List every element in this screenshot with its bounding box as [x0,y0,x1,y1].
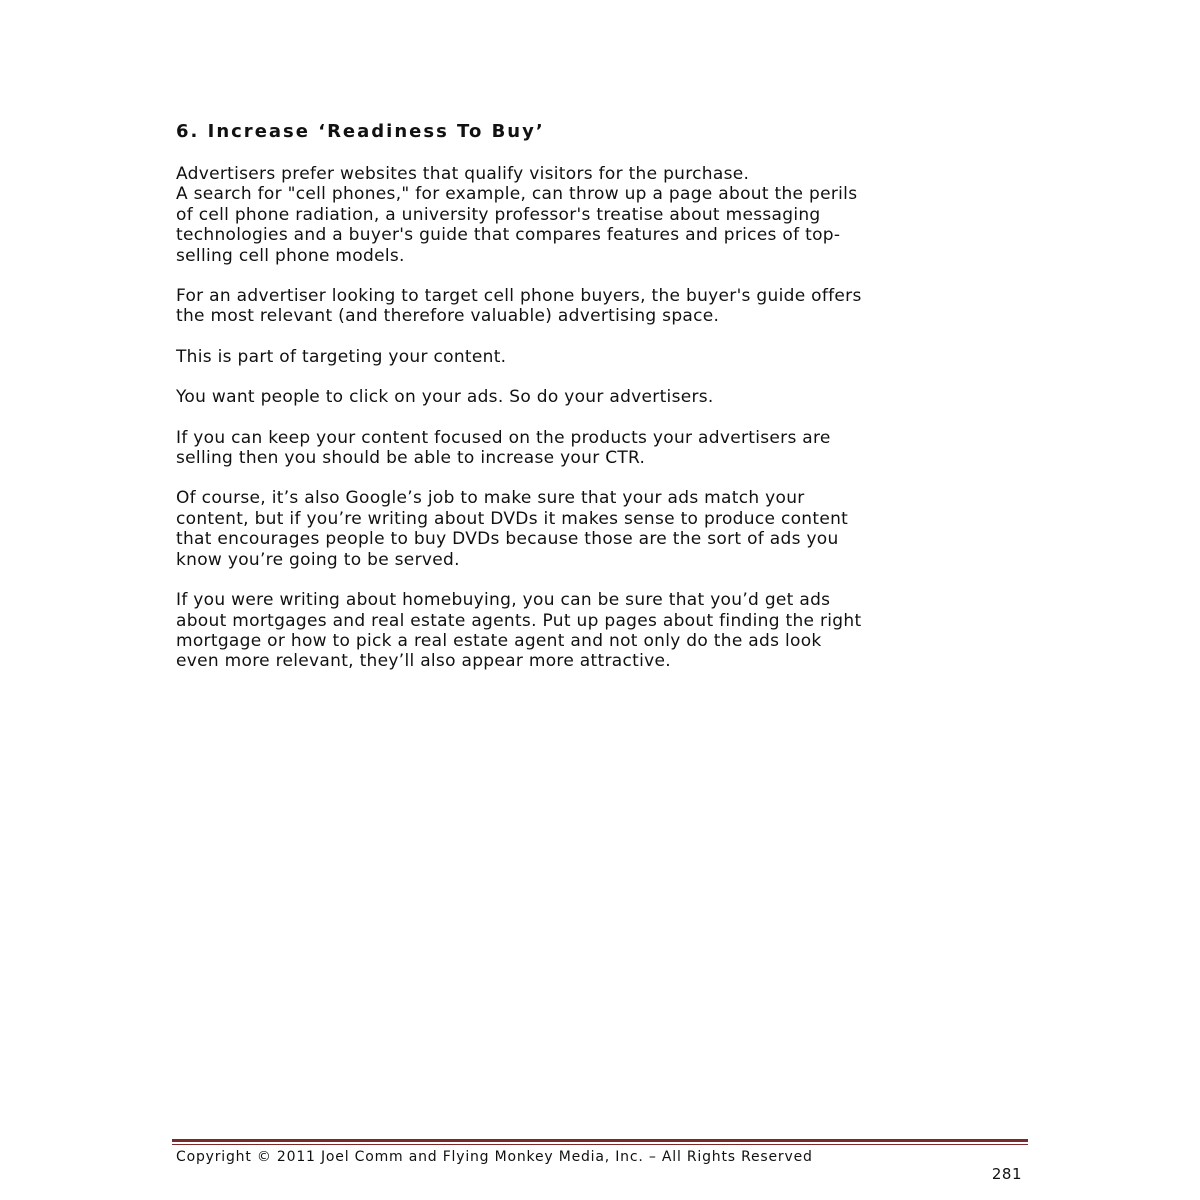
text-line: technologies and a buyer's guide that compares features and prices of top- [176,225,841,246]
text-line: This is part of targeting your content. [176,346,507,367]
paragraph-target-buyers [176,286,1036,327]
page-content [176,120,1036,692]
text-line: content, but if you’re writing about DVDs it makes sense to produce content [176,508,849,529]
text-line: the most relevant (and therefore valuable) advertising space. [176,306,720,327]
paragraph-increase-ctr [176,428,1036,469]
footer-copyright: Copyright © 2011 Joel Comm and Flying Monkey Media, Inc. – All Rights Reserved [176,1149,813,1165]
paragraph-qualify-visitors [176,164,1036,266]
section-heading: 6. Increase ‘Readiness To Buy’ [176,121,545,142]
text-line: selling then you should be able to increase your CTR. [176,448,646,469]
paragraph-homebuying [176,590,1036,672]
text-line: of cell phone radiation, a university professor's treatise about messaging [176,204,821,225]
text-line: that encourages people to buy DVDs because those are the sort of ads you [176,529,839,550]
footer-divider-thin [172,1144,1028,1145]
text-line: You want people to click on your ads. So do your advertisers. [176,387,714,408]
paragraph-click-ads [176,387,1036,407]
text-line: Advertisers prefer websites that qualify visitors for the purchase. [176,164,750,184]
page-number: 281 [991,1165,1022,1183]
text-line: selling cell phone models. [176,245,405,266]
text-line: even more relevant, they’ll also appear more attractive. [176,651,671,672]
text-line: about mortgages and real estate agents. Put up pages about finding the right [176,610,862,631]
text-line: For an advertiser looking to target cell phone buyers, the buyer's guide offers [176,286,862,307]
text-line: If you were writing about homebuying, you can be sure that you’d get ads [176,590,831,611]
text-line: A search for "cell phones," for example, can throw up a page about the perils [176,184,858,205]
paragraph-google-job [176,488,1036,570]
text-line: mortgage or how to pick a real estate agent and not only do the ads look [176,630,822,651]
footer-divider [172,1139,1028,1142]
text-line: know you’re going to be served. [176,549,460,570]
text-line: Of course, it’s also Google’s job to make sure that your ads match your [176,488,805,509]
text-line: If you can keep your content focused on the products your advertisers are [176,427,831,448]
paragraph-targeting-content [176,347,1036,367]
